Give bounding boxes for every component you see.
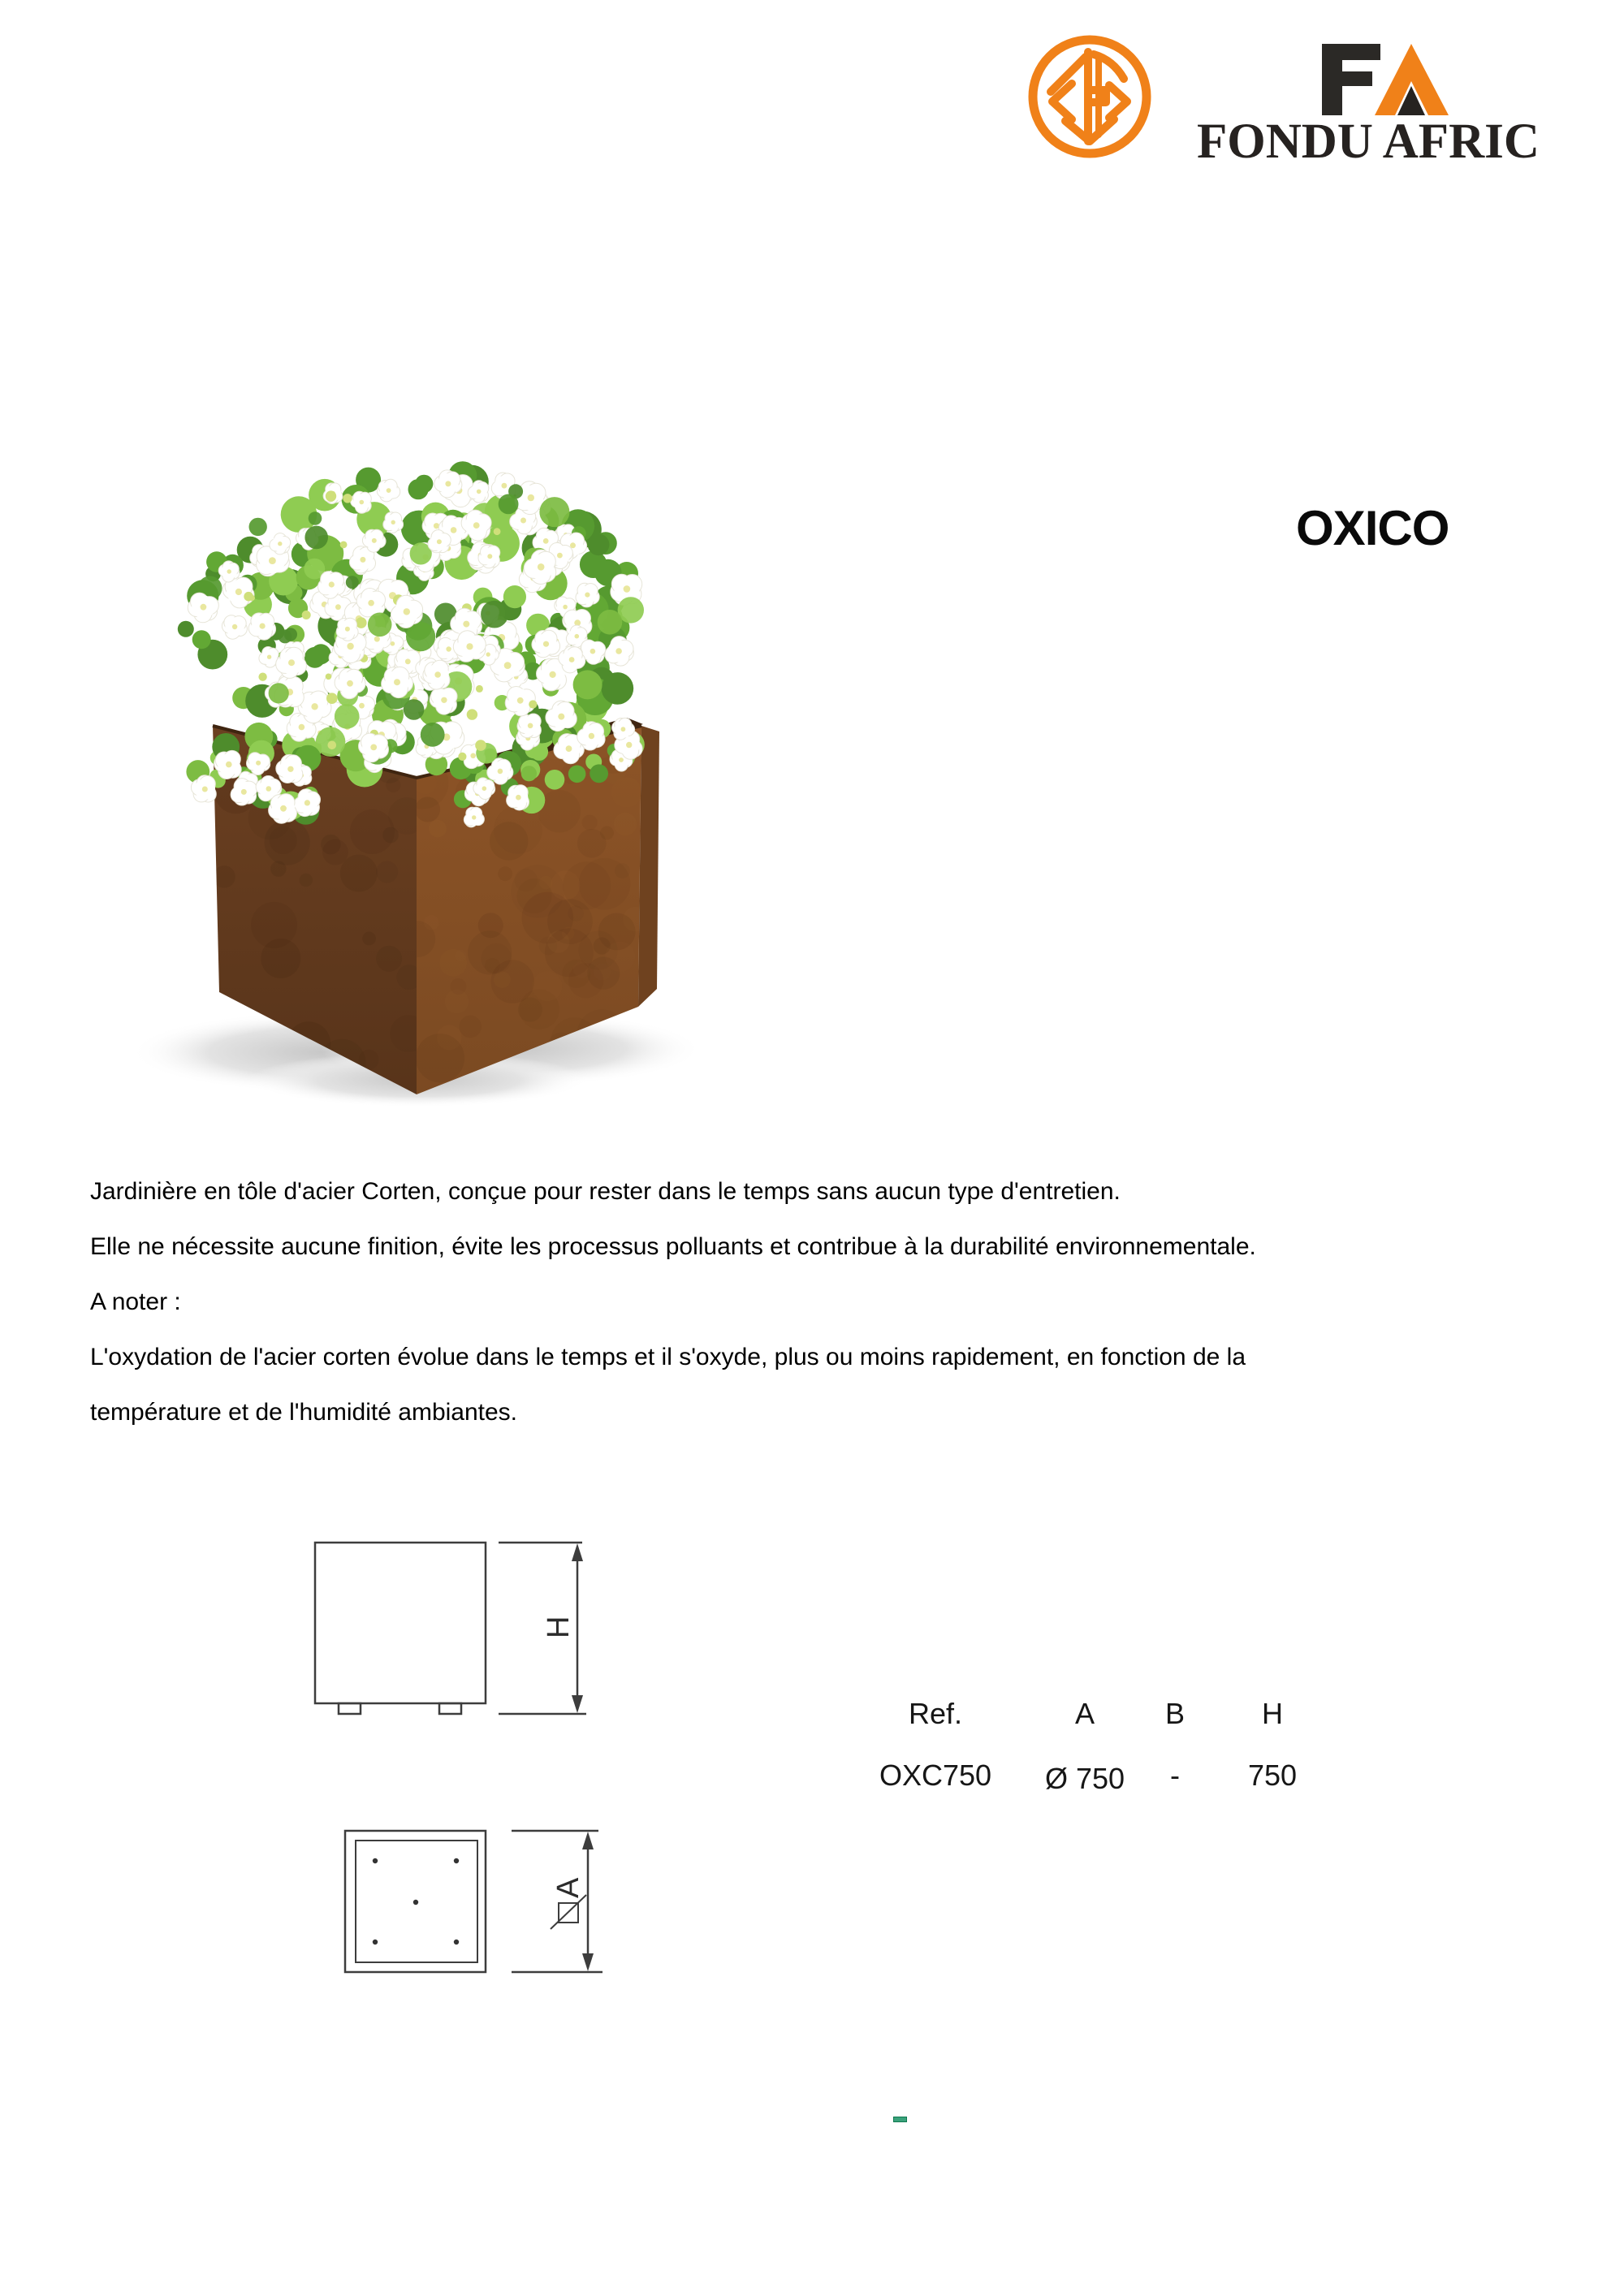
- flower-cluster: [178, 461, 645, 827]
- spec-cell-a: Ø 750: [1044, 1762, 1125, 1795]
- planter-photo: [130, 461, 702, 1108]
- spec-header-b: B: [1164, 1697, 1185, 1730]
- a-dimension-label: A: [551, 1877, 585, 1898]
- page-marker: [893, 2117, 907, 2122]
- spec-cell-ref: OXC750: [879, 1759, 992, 1792]
- product-title: OXICO: [1296, 501, 1449, 555]
- spec-header-h: H: [1262, 1697, 1283, 1730]
- spec-cell-h: 750: [1247, 1759, 1298, 1792]
- front-view-drawing: [315, 1543, 586, 1714]
- description-line: Elle ne nécessite aucune finition, évite les processus polluants et contribue à la durabilité environnementale.: [90, 1233, 1256, 1260]
- a-dimension-line: [512, 1831, 603, 1972]
- brand-name: FONDU AFRIC: [1197, 114, 1540, 169]
- square-section-symbol-icon: [551, 1895, 586, 1929]
- front-view-outline: [315, 1543, 486, 1703]
- description-line: A noter :: [90, 1288, 181, 1315]
- front-view-feet: [339, 1703, 461, 1714]
- product-description: [90, 1164, 1560, 1440]
- spec-header-ref: Ref.: [908, 1697, 963, 1730]
- description-line: L'oxydation de l'acier corten évolue dans le temps et il s'oxyde, plus ou moins rapidement, en fonction de la: [90, 1344, 1246, 1370]
- description-line: Jardinière en tôle d'acier Corten, conçue pour rester dans le temps sans aucun type d'entretien.: [90, 1178, 1121, 1205]
- h-dimension-label: H: [542, 1616, 576, 1638]
- top-view-drawing: [345, 1831, 603, 1972]
- spec-cell-b: -: [1170, 1759, 1180, 1792]
- description-line: température et de l'humidité ambiantes.: [90, 1399, 518, 1426]
- spec-header-a: A: [1074, 1697, 1095, 1730]
